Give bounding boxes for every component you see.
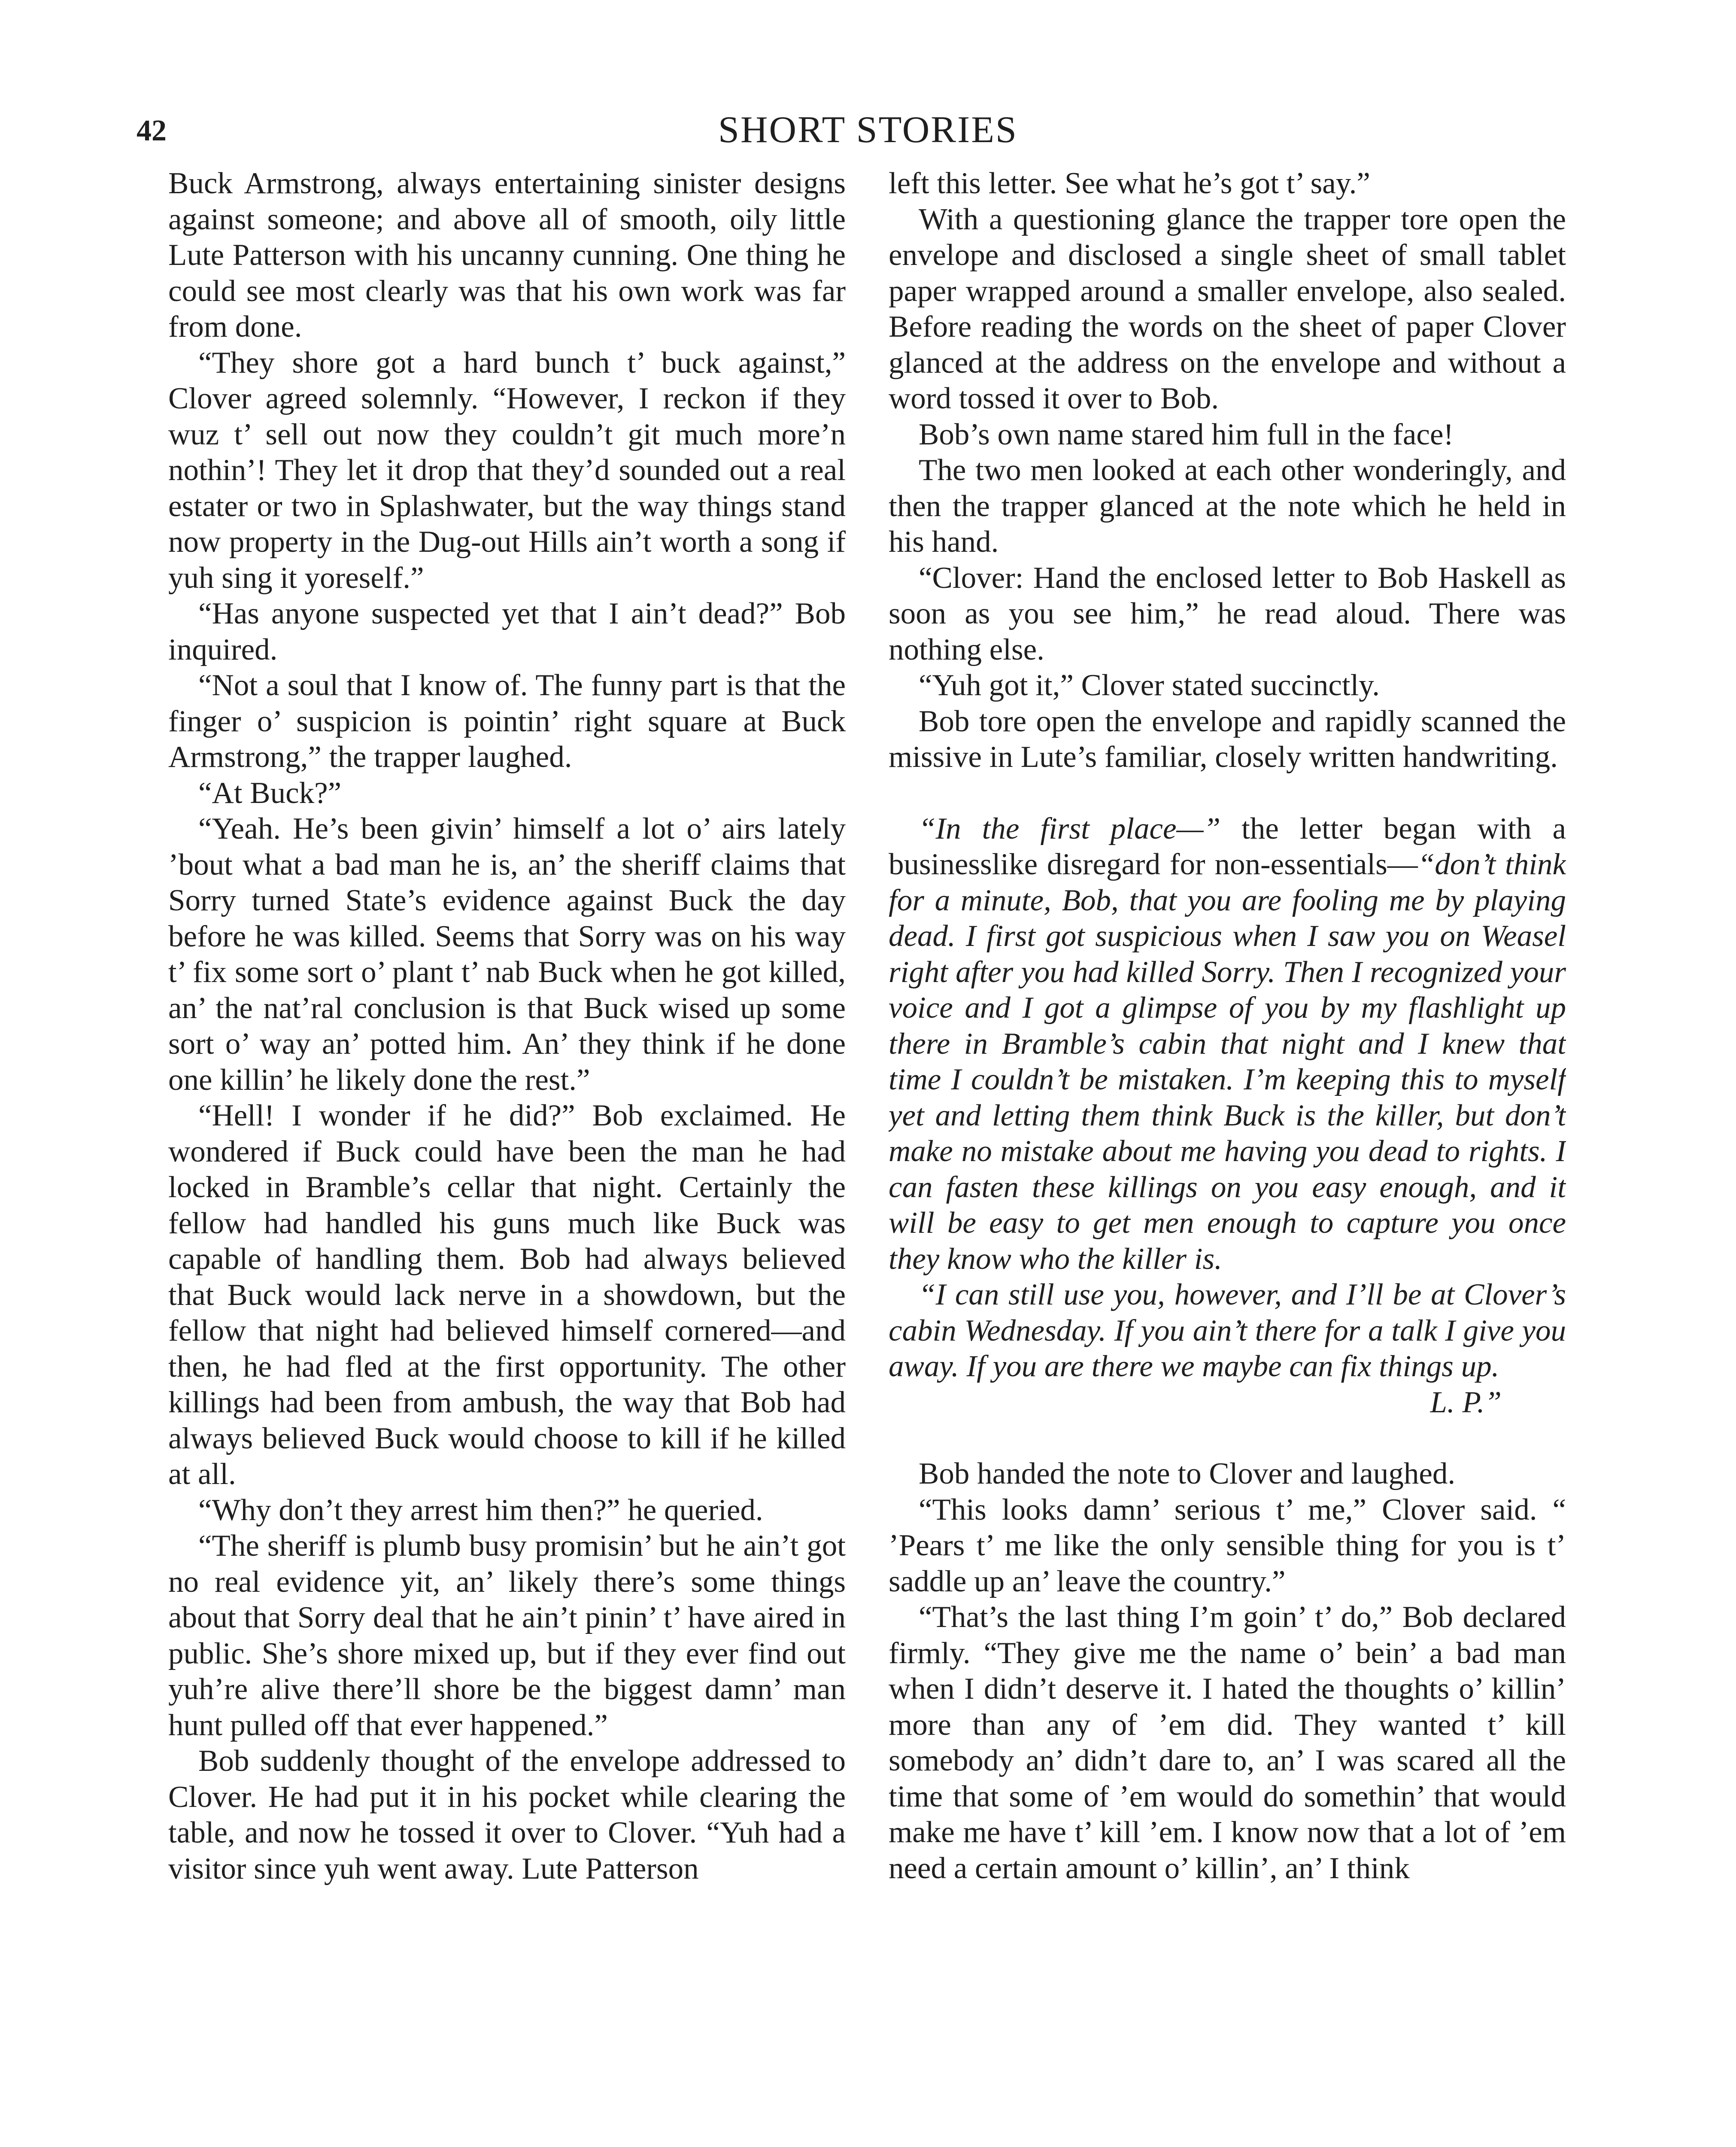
paragraph: Bob’s own name stared him full in the face!	[919, 417, 1454, 451]
paragraph: Bob handed the note to Clover and laughed.	[919, 1457, 1456, 1490]
paragraph: The two men looked at each other wonderingly, and then the trapper glanced at the note which he held in his hand.	[889, 453, 1566, 559]
paragraph: “The sheriff is plumb busy promisin’ but he ain’t got no real evidence yit, an’ likely there’s some things about that Sorry deal that he ain’t pinin’ t’ have aired in public. She’s shore mixed up, but if they ever find out yuh’re alive there’ll shore be the biggest damn’ man hunt pulled off that ever happened.”	[168, 1529, 846, 1742]
paragraph: “This looks damn’ serious t’ me,” Clover said. “ ’Pears t’ me like the only sensible thing for you is t’ saddle up an’ leave the country.”	[889, 1493, 1566, 1598]
letter-paragraph: “I can still use you, however, and I’ll be at Clover’s cabin Wednesday. If you ain’t there for a talk I give you away. If you are there we maybe can fix things up.	[889, 1278, 1566, 1383]
paragraph: “Not a soul that I know of. The funny part is that the finger o’ suspicion is pointin’ right square at Buck Armstrong,” the trapper laughed.	[168, 669, 846, 774]
letter-body: “don’t think for a minute, Bob, that you are fooling me by playing dead. I first got suspicious when I saw you on Weasel right after you had killed Sorry. Then I recognized your voice and I got a glimpse of you by my flashlight up there in Bramble’s cabin that night and I knew that time I couldn’t be mistaken. I’m keeping this to myself yet and letting them think Buck is the killer, but don’t make no mistake about me having you dead to rights. I can fasten these killings on you easy enough, and it will be easy to get men enough to capture you once they know who the killer is.	[889, 848, 1566, 1276]
left-column	[168, 166, 846, 2147]
paragraph: “Yuh got it,” Clover stated succinctly.	[919, 669, 1380, 702]
right-column	[889, 166, 1566, 2147]
paragraph: “Why don’t they arrest him then?” he queried.	[198, 1493, 763, 1527]
letter-paragraph	[889, 811, 1566, 1277]
paragraph: “Has anyone suspected yet that I ain’t dead?” Bob inquired.	[168, 597, 846, 666]
paragraph: “They shore got a hard bunch t’ buck against,” Clover agreed solemnly. “However, I reckon if they wuz t’ sell out now they couldn’t git much more’n nothin’! They let it drop that they’d sounded out a real estater or two in Splashwater, but the way things stand now property in the Dug-out Hills ain’t worth a song if yuh sing it yoreself.”	[168, 346, 846, 595]
paragraph: “Clover: Hand the enclosed letter to Bob Haskell as soon as you see him,” he read aloud. There was nothing else.	[889, 561, 1566, 666]
paragraph: “That’s the last thing I’m goin’ t’ do,” Bob declared firmly. “They give me the name o’ bein’ a bad man when I didn’t deserve it. I hated the thoughts o’ killin’ more than any of ’em did. They wanted t’ kill somebody an’ didn’t dare to, an’ I was scared all the time that some of ’em would do somethin’ that would make me have t’ kill ’em. I know now that a lot of ’em need a certain amount o’ killin’, an’ I think	[889, 1600, 1566, 1885]
letter-opening: “In the first place—”	[919, 812, 1221, 845]
paragraph: Bob tore open the envelope and rapidly scanned the missive in Lute’s familiar, closely written handwriting.	[889, 704, 1566, 774]
paragraph: left this letter. See what he’s got t’ say.”	[889, 167, 1370, 200]
paragraph: Buck Armstrong, always entertaining sinister designs against someone; and above all of smooth, oily little Lute Patterson with his uncanny cunning. One thing he could see most clearly was that his own work was far from done.	[168, 167, 846, 344]
paragraph: Bob suddenly thought of the envelope addressed to Clover. He had put it in his pocket while clearing the table, and now he tossed it over to Clover. “Yuh had a visitor since yuh went away. Lute Patterson	[168, 1744, 846, 1885]
letter-signature: L. P.”	[1430, 1385, 1502, 1419]
paragraph: With a questioning glance the trapper tore open the envelope and disclosed a single sheet of small tablet paper wrapped around a smaller envelope, also sealed. Before reading the words on the sheet of paper Clover glanced at the address on the envelope and without a word tossed it over to Bob.	[889, 202, 1566, 415]
running-head: SHORT STORIES	[718, 109, 1018, 151]
letter-narration: the letter began with a businesslike disregard for non-essentials—	[889, 812, 1566, 881]
paragraph: “Yeah. He’s been givin’ himself a lot o’ airs lately ’bout what a bad man he is, an’ the sheriff claims that Sorry turned State’s evidence against Buck the day before he was killed. Seems that Sorry was on his way t’ fix some sort o’ plant t’ nab Buck when he got killed, an’ the nat’ral conclusion is that Buck wised up some sort o’ way an’ potted him. An’ they think if he done one killin’ he likely done the rest.”	[168, 812, 846, 1097]
paragraph: “Hell! I wonder if he did?” Bob exclaimed. He wondered if Buck could have been the man he had locked in Bramble’s cellar that night. Certainly the fellow had handled his guns much like Buck was capable of handling them. Bob had always believed that Buck would lack nerve in a showdown, but the fellow that night had believed himself cornered—and then, he had fled at the first opportunity. The other killings had been from ambush, the way that Bob had always believed Buck would choose to kill if he killed at all.	[168, 1099, 846, 1491]
page-number: 42	[137, 114, 167, 147]
paragraph: “At Buck?”	[198, 776, 342, 810]
